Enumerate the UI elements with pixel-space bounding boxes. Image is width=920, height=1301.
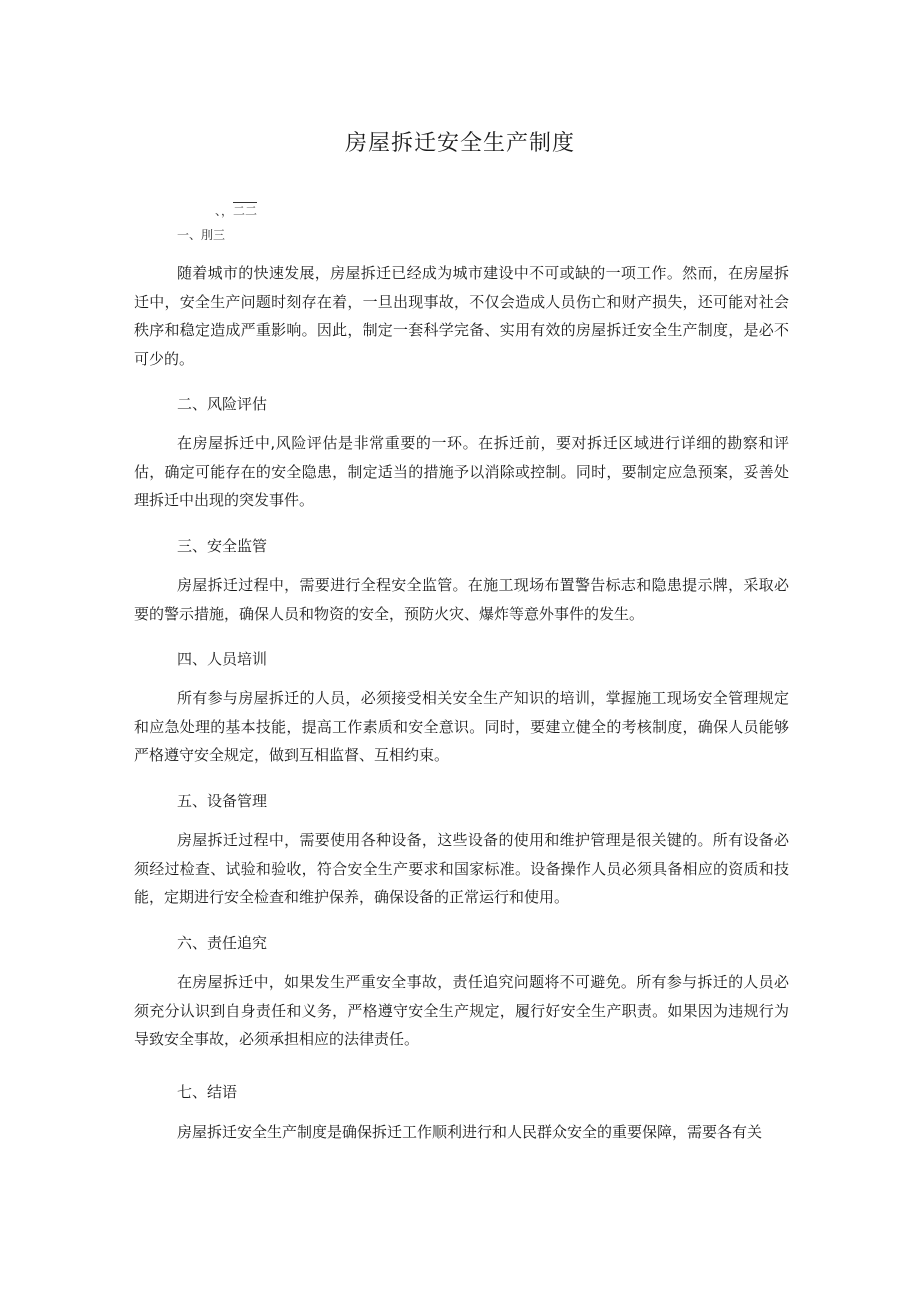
section-2-body: 在房屋拆迁中,风险评估是非常重要的一环。在拆迁前，要对拆迁区域进行详细的勘察和评估，确定可能存在的安全隐患，制定适当的措施予以消除或控制。同时，要制定应急预案，妥善处理拆迁中出现的突发事件。 (134, 434, 789, 510)
document-title: 房屋拆迁安全生产制度 (344, 131, 575, 156)
section-7-body: 房屋拆迁安全生产制度是确保拆迁工作顺利进行和人民群众安全的重要保障，需要各有关 (177, 1123, 763, 1141)
artifact-prefix: 、， (215, 204, 234, 218)
artifact-lines: 二二 (233, 204, 258, 218)
section-7-heading: 七、结语 (177, 1083, 238, 1101)
section-4-body: 所有参与房屋拆迁的人员，必须接受相关安全生产知识的培训，掌握施工现场安全管理规定和应急处理的基本技能，提高工作素质和安全意识。同时，要建立健全的考核制度，确保人员能够严格遵守安全规定，做到互相监督、互相约束。 (134, 689, 789, 765)
section-3-body: 房屋拆迁过程中，需要进行全程安全监管。在施工现场布置警告标志和隐患提示牌，采取必要的警示措施，确保人员和物资的安全，预防火灾、爆炸等意外事件的发生。 (134, 576, 789, 623)
section-6-body: 在房屋拆迁中，如果发生严重安全事故，责任追究问题将不可避免。所有参与拆迁的人员必须充分认识到自身责任和义务，严格遵守安全生产规定，履行好安全生产职责。如果因为违规行为导致安全事故，必须承担相应的法律责任。 (134, 973, 789, 1049)
section-6-heading: 六、责任追究 (177, 934, 268, 952)
section-3-heading: 三、安全监管 (177, 537, 268, 555)
scan-artifact-mark (215, 204, 257, 218)
section-1-body: 随着城市的快速发展，房屋拆迁已经成为城市建设中不可或缺的一项工作。然而，在房屋拆迁中，安全生产问题时刻存在着，一旦出现事故，不仅会造成人员伤亡和财产损失，还可能对社会秩序和稳定造成严重影响。因此，制定一套科学完备、实用有效的房屋拆迁安全生产制度，是必不可少的。 (134, 264, 789, 368)
section-4-heading: 四、人员培训 (177, 650, 268, 668)
section-5-heading: 五、设备管理 (177, 792, 268, 810)
section-1-heading: 一、刖三 (177, 228, 226, 242)
section-2-heading: 二、风险评估 (177, 395, 268, 413)
section-5-body: 房屋拆迁过程中，需要使用各种设备，这些设备的使用和维护管理是很关键的。所有设备必须经过检查、试验和验收，符合安全生产要求和国家标准。设备操作人员必须具备相应的资质和技能，定期进行安全检查和维护保养，确保设备的正常运行和使用。 (134, 831, 789, 907)
